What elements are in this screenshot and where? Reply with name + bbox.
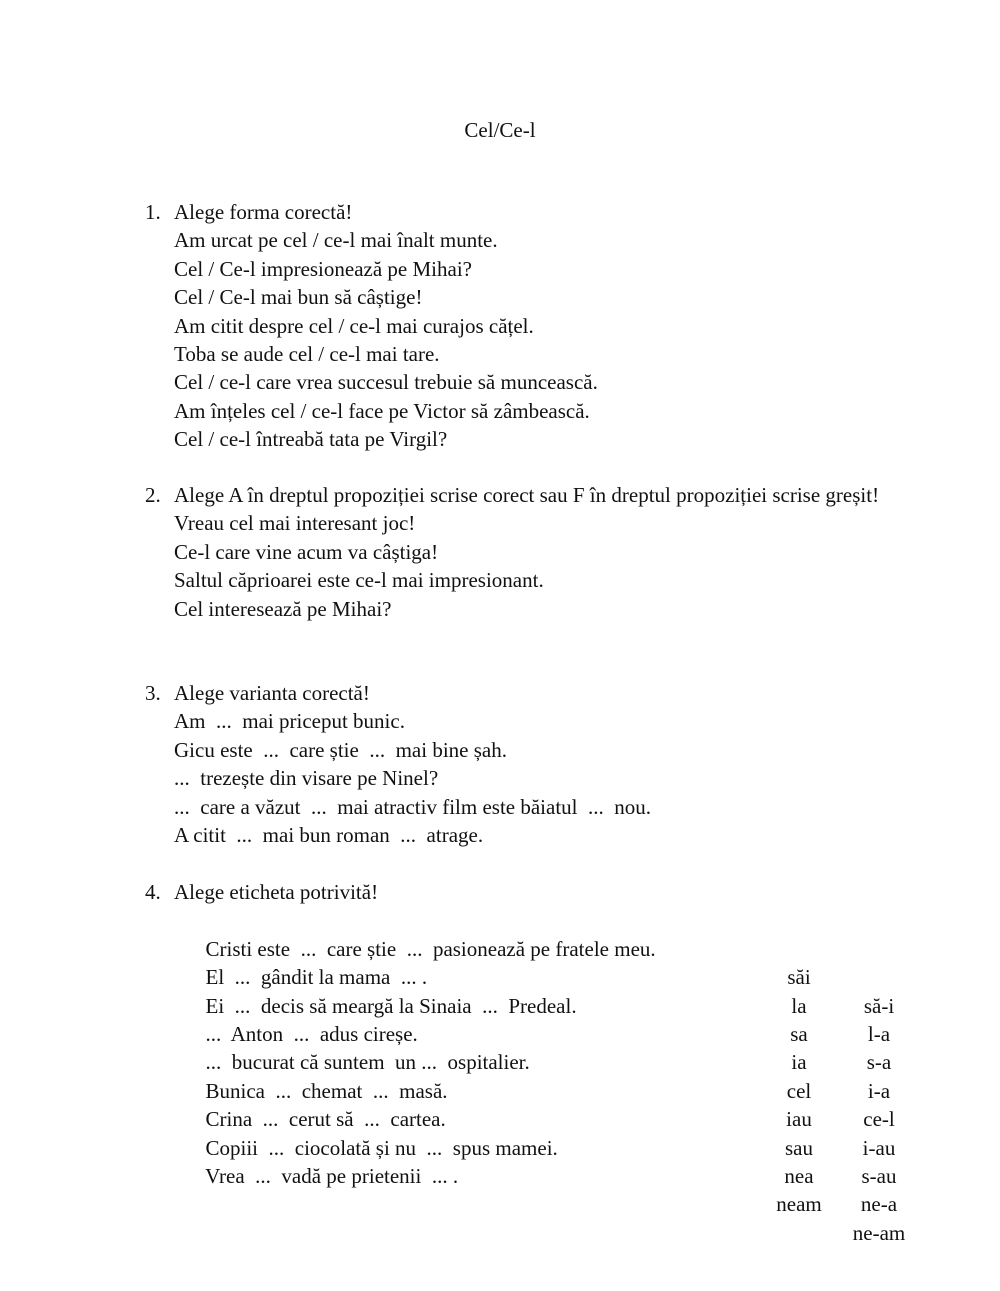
exercise-instruction: Alege forma corectă! [174,200,353,224]
exercise-instruction: Alege varianta corectă! [174,681,370,705]
label-option-b: l-a [867,1022,891,1047]
sentence: ... care a văzut ... mai atractiv film este băiatul ... nou. [174,794,651,819]
sentence: Vrea ... vadă pe prietenii ... . [205,1163,459,1188]
sentence: Am înțeles cel / ce-l face pe Victor să zâmbească. [174,398,590,423]
exercise-number: 3. [145,681,161,705]
sentence: ... trezește din visare pe Ninel? [174,766,439,791]
exercise-instruction: Alege eticheta potrivită! [174,880,379,904]
sentence: Am ... mai priceput bunic. [174,709,405,734]
label-option-a: neam [776,1192,822,1217]
label-option-a: nea [784,1163,814,1188]
sentence: Ei ... decis să meargă la Sinaia ... Predeal. [205,993,577,1018]
sentence: Vreau cel mai interesant joc! [174,511,416,536]
label-option-a: sa [790,1022,808,1046]
label-option-a: ia [791,1050,807,1075]
sentence: Toba se aude cel / ce-l mai tare. [174,342,440,367]
sentence: Gicu este ... care știe ... mai bine șah. [174,737,507,762]
label-option-b: s-au [861,1163,897,1188]
sentence: Ce-l care vine acum va câștiga! [174,539,439,564]
sentence: Cristi este ... care știe ... pasionează pe fratele meu. [205,936,656,961]
exercise-instruction: Alege A în dreptul propoziției scrise corect sau F în dreptul propoziției scrise greșit! [174,483,880,507]
label-option-a: iau [786,1107,812,1132]
sentence: Am citit despre cel / ce-l mai curajos cățel. [174,313,534,338]
label-option-b: s-a [866,1050,892,1075]
label-option-b: i-au [862,1135,896,1160]
sentence: Am urcat pe cel / ce-l mai înalt munte. [174,228,498,253]
sentence: El ... gândit la mama ... . [205,965,428,990]
sentence: Copiii ... ciocolată și nu ... spus mamei. [205,1135,558,1160]
label-option-a: săi [787,965,811,990]
label-option-b: ce-l [863,1107,895,1132]
sentence: ... Anton ... adus cireșe. [205,1021,418,1046]
page-title: Cel/Ce-l [464,118,536,142]
label-option-a: la [791,993,807,1018]
sentence: Bunica ... chemat ... masă. [205,1078,448,1103]
sentence: Crina ... cerut să ... cartea. [205,1107,446,1132]
label-option-b: ne-a [860,1192,898,1217]
label-option-b: i-a [867,1078,891,1103]
sentence: Cel / ce-l care vrea succesul trebuie să muncească. [174,370,598,395]
sentence: Saltul căprioarei este ce-l mai impresionant. [174,568,544,593]
sentence: Cel interesează pe Mihai? [174,596,392,621]
label-option-b: ne-am [852,1220,906,1245]
exercise-number: 4. [145,880,161,904]
label-option-a: cel [786,1078,812,1103]
sentence: ... bucurat că suntem un ... ospitalier. [205,1050,530,1075]
sentence: A citit ... mai bun roman ... atrage. [174,823,484,848]
sentence: Cel / Ce-l impresionează pe Mihai? [174,256,472,281]
sentence: Cel / Ce-l mai bun să câștige! [174,285,423,310]
label-option-b: să-i [863,993,895,1018]
exercise-number: 2. [145,483,161,507]
sentence: Cel / ce-l întreabă tata pe Virgil? [174,427,448,452]
label-option-a: sau [785,1135,813,1160]
exercise-number: 1. [145,200,161,224]
